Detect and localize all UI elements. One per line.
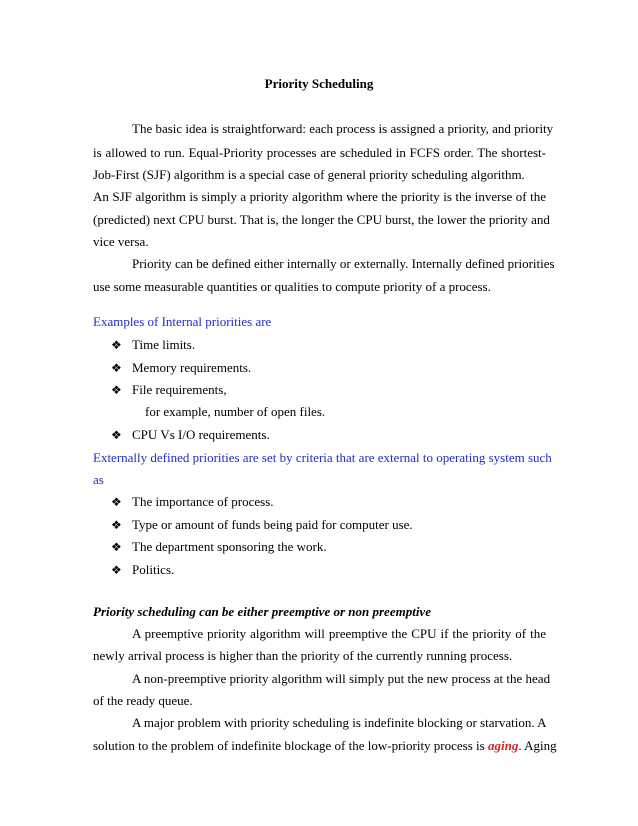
- list-item: Politics.: [132, 562, 175, 577]
- paragraph-line: is allowed to run. Equal-Priority processes are scheduled in FCFS order. The shortest-: [93, 145, 546, 160]
- internal-priorities-heading: Examples of Internal priorities are: [93, 314, 272, 329]
- paragraph-line: of the ready queue.: [93, 693, 193, 708]
- paragraph-line: The basic idea is straightforward: each process is assigned a priority, and priority: [132, 121, 554, 136]
- paragraph-line: An SJF algorithm is simply a priority algorithm where the priority is the inverse of the: [93, 189, 546, 204]
- diamond-bullet-icon: ❖: [111, 383, 122, 397]
- paragraph-line: A preemptive priority algorithm will preemptive the CPU if the priority of the: [132, 626, 546, 641]
- list-item: Type or amount of funds being paid for computer use.: [132, 517, 413, 532]
- text-span: . Aging: [518, 738, 557, 753]
- external-priorities-heading-cont: as: [93, 472, 104, 487]
- paragraph-line: A non-preemptive priority algorithm will simply put the new process at the head: [132, 671, 551, 686]
- paragraph-line: newly arrival process is higher than the priority of the currently running process.: [93, 648, 513, 663]
- paragraph-line: use some measurable quantities or qualities to compute priority of a process.: [93, 279, 491, 294]
- diamond-bullet-icon: ❖: [111, 428, 122, 442]
- paragraph-line: A major problem with priority scheduling is indefinite blocking or starvation. A: [132, 715, 547, 730]
- paragraph-line: Job-First (SJF) algorithm is a special case of general priority scheduling algorithm.: [93, 167, 525, 182]
- paragraph-line: Priority can be defined either internally or externally. Internally defined priorities: [132, 256, 555, 271]
- list-item: The department sponsoring the work.: [132, 539, 327, 554]
- diamond-bullet-icon: ❖: [111, 518, 122, 532]
- text-span: solution to the problem of indefinite blockage of the low-priority process is: [93, 738, 488, 753]
- list-item: Memory requirements.: [132, 360, 252, 375]
- preemptive-heading: Priority scheduling can be either preemptive or non preemptive: [93, 604, 431, 619]
- paragraph-line: vice versa.: [93, 234, 149, 249]
- diamond-bullet-icon: ❖: [111, 361, 122, 375]
- list-item: Time limits.: [132, 337, 196, 352]
- list-item-subtext: for example, number of open files.: [145, 404, 326, 419]
- external-priorities-heading: Externally defined priorities are set by criteria that are external to operating system such: [93, 450, 552, 465]
- paragraph-line: (predicted) next CPU burst. That is, the longer the CPU burst, the lower the priority and: [93, 212, 550, 227]
- paragraph-line: [93, 738, 557, 754]
- list-item: File requirements,: [132, 382, 227, 397]
- list-item: The importance of process.: [132, 494, 274, 509]
- diamond-bullet-icon: ❖: [111, 540, 122, 554]
- list-item: CPU Vs I/O requirements.: [132, 427, 270, 442]
- diamond-bullet-icon: ❖: [111, 563, 122, 577]
- diamond-bullet-icon: ❖: [111, 495, 122, 509]
- aging-emphasis: aging: [487, 738, 519, 753]
- page-title: Priority Scheduling: [264, 76, 374, 91]
- diamond-bullet-icon: ❖: [111, 338, 122, 352]
